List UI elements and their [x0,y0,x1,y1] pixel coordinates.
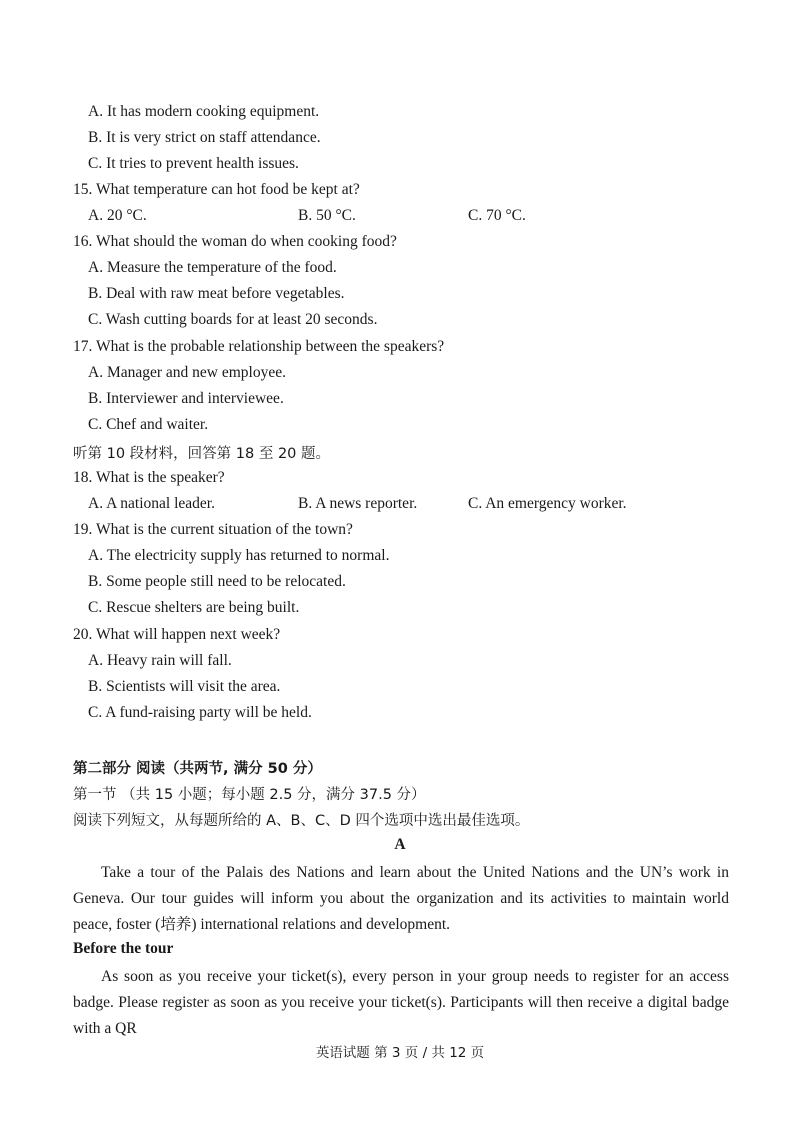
q19-question: 19. What is the current situation of the town? [73,521,353,538]
q14-option-c: C. It tries to prevent health issues. [88,155,299,172]
passage-subheading: Before the tour [73,940,174,957]
q20-option-c: C. A fund-raising party will be held. [88,704,312,721]
q17-option-a: A. Manager and new employee. [88,364,286,381]
q15-option-c: C. 70 °C. [468,207,526,224]
q16-option-c: C. Wash cutting boards for at least 20 seconds. [88,311,378,328]
q19-option-c: C. Rescue shelters are being built. [88,599,300,616]
passage-paragraph-2 [73,964,729,1042]
passage-letter: A [394,836,406,853]
q16-question: 16. What should the woman do when cooking food? [73,233,397,250]
passage-paragraph-1-text: Take a tour of the Palais des Nations and learn about the United Nations and the UN’s work in Geneva. Our tour guides will inform you about the organization and its activities to maintain world peace, foster (培养) international relations and development. [73,864,729,933]
section10-instruction: 听第 10 段材料，回答第 18 至 20 题。 [73,446,331,462]
q17-option-b: B. Interviewer and interviewee. [88,390,284,407]
passage-paragraph-1 [73,860,729,938]
q19-option-a: A. The electricity supply has returned to normal. [88,547,390,564]
q15-option-b: B. 50 °C. [298,207,356,224]
q17-question: 17. What is the probable relationship between the speakers? [73,338,445,355]
q17-option-c: C. Chef and waiter. [88,416,209,433]
q14-option-b: B. It is very strict on staff attendance. [88,129,321,146]
q16-option-b: B. Deal with raw meat before vegetables. [88,285,345,302]
q20-question: 20. What will happen next week? [73,626,281,643]
page-footer: 英语试题 第 3 页 / 共 12 页 [315,1045,485,1061]
q18-option-b: B. A news reporter. [298,495,418,512]
q18-option-a: A. A national leader. [88,495,215,512]
q20-option-a: A. Heavy rain will fall. [88,652,232,669]
part2-instruction: 阅读下列短文，从每题所给的 A、B、C、D 四个选项中选出最佳选项。 [73,813,530,829]
q14-option-a: A. It has modern cooking equipment. [88,103,320,120]
q15-option-a: A. 20 °C. [88,207,147,224]
q15-question: 15. What temperature can hot food be kept at? [73,181,360,198]
part2-section1: 第一节 （共 15 小题；每小题 2.5 分，满分 37.5 分） [73,787,426,803]
part2-heading: 第二部分 阅读（共两节, 满分 50 分） [73,761,322,777]
q20-option-b: B. Scientists will visit the area. [88,678,281,695]
passage-paragraph-2-text: As soon as you receive your ticket(s), every person in your group needs to register for an access badge. Please register as soon as you receive your ticket(s). Participants will then receive a digital badge with a QR [73,968,729,1037]
q18-option-c: C. An emergency worker. [468,495,627,512]
q16-option-a: A. Measure the temperature of the food. [88,259,337,276]
q18-question: 18. What is the speaker? [73,469,225,486]
q19-option-b: B. Some people still need to be relocated. [88,573,346,590]
